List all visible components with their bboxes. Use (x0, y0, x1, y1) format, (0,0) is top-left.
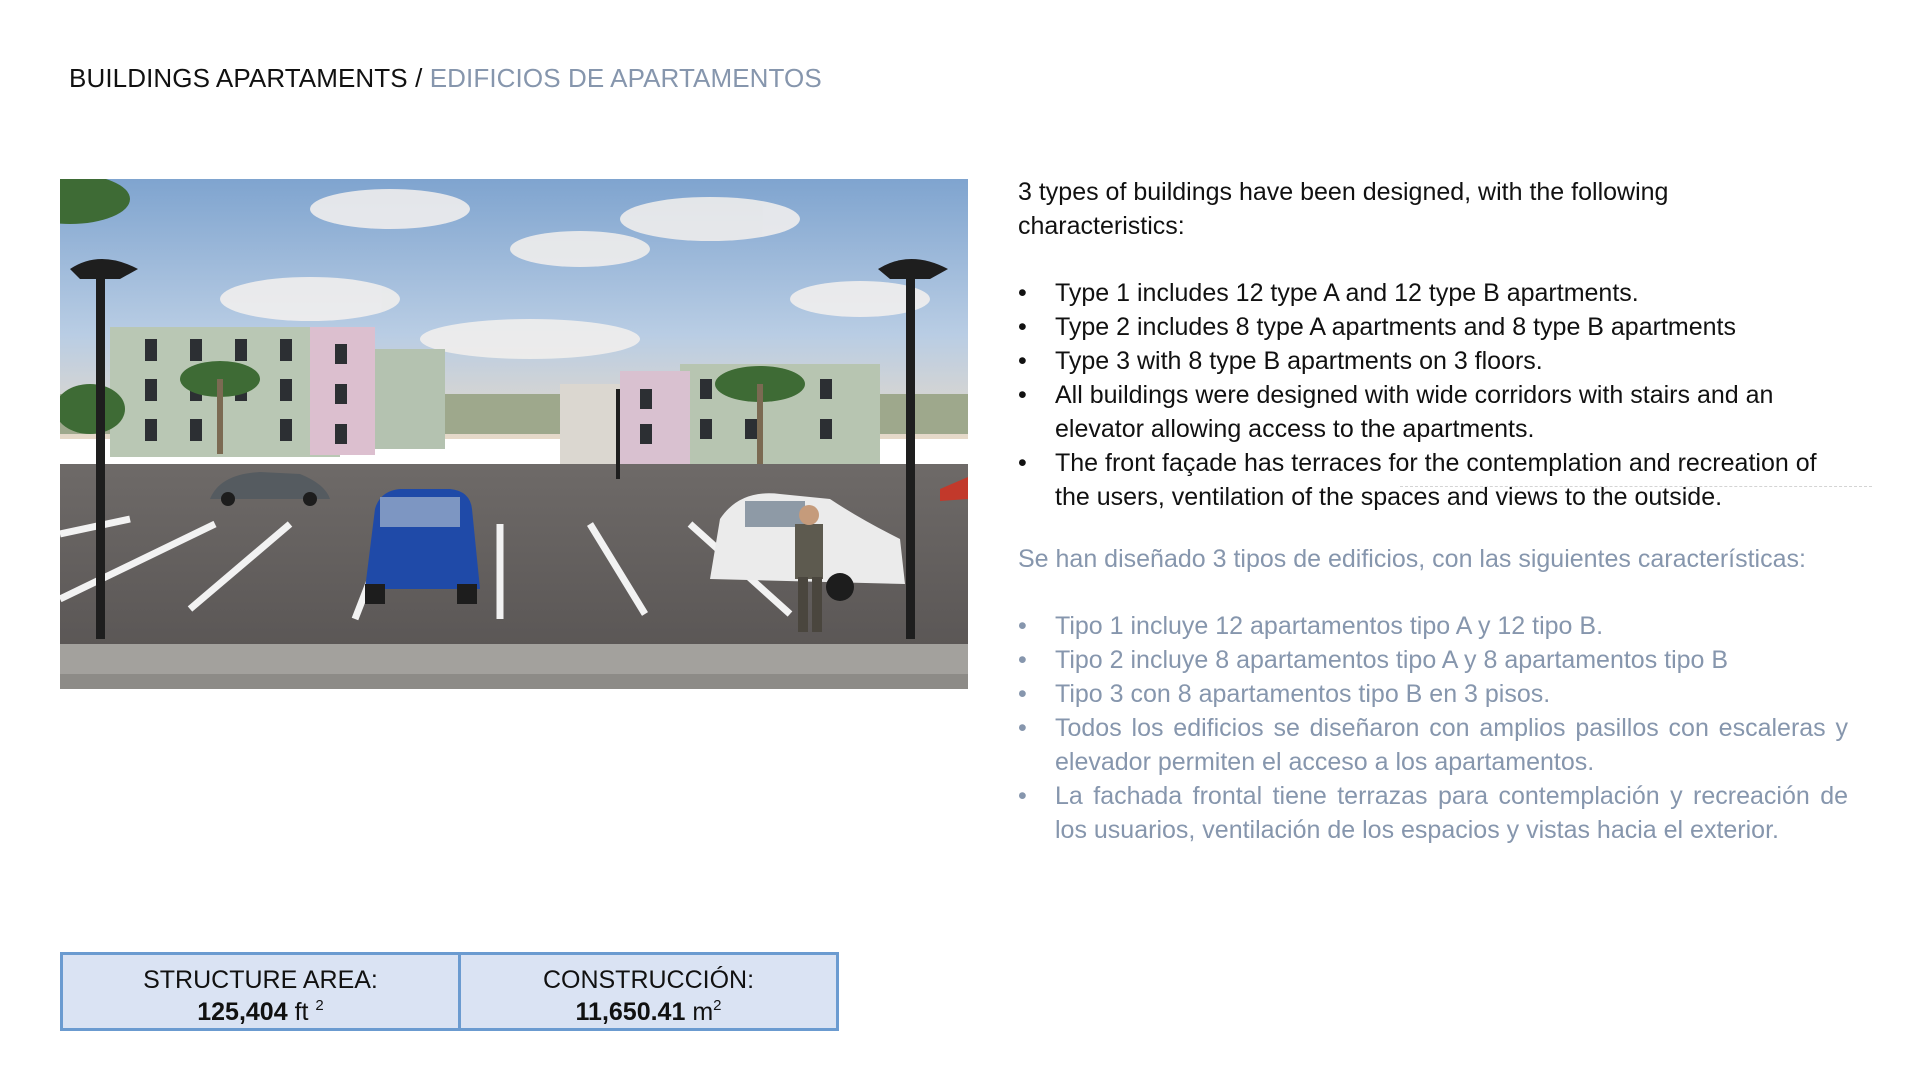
english-section (1018, 175, 1858, 514)
structure-area-label: STRUCTURE AREA: (143, 966, 378, 994)
spanish-bullet: • Tipo 2 incluye 8 apartamentos tipo A y 8 apartamentos tipo B (1018, 643, 1858, 677)
architectural-render-image (60, 179, 968, 689)
spanish-intro: Se han diseñado 3 tipos de edificios, con las siguientes características: (1018, 545, 1806, 573)
spanish-bullet: • Todos los edificios se diseñaron con amplios pasillos con escaleras y elevador permiten el acceso a los apartamentos. (1018, 711, 1858, 779)
page-title (69, 63, 822, 94)
structure-area-value-line (63, 996, 458, 1028)
construction-area-label: CONSTRUCCIÓN: (542, 966, 755, 994)
spanish-bullet-list (1018, 609, 1858, 847)
english-bullet: • Type 3 with 8 type B apartments on 3 floors. (1018, 344, 1858, 378)
title-spanish: EDIFICIOS DE APARTAMENTOS (429, 63, 822, 93)
spanish-bullet: • Tipo 3 con 8 apartamentos tipo B en 3 pisos. (1018, 677, 1858, 711)
description-text (1018, 175, 1858, 847)
construction-area-exponent: 2 (713, 997, 722, 1014)
english-bullet-list (1018, 276, 1858, 514)
parking-lot-render (60, 179, 968, 689)
construction-area-unit: m (692, 998, 714, 1026)
spanish-bullet: • La fachada frontal tiene terrazas para contemplación y recreación de los usuarios, ventilación de los espacios y vistas hacia el exterior. (1018, 779, 1858, 847)
english-bullet: • The front façade has terraces for the contemplation and recreation of the users, ventilation of the spaces and views to the outside. (1018, 446, 1858, 514)
construction-area-value-line (461, 996, 836, 1028)
blue-car (365, 489, 480, 604)
english-bullet: • Type 2 includes 8 type A apartments and 8 type B apartments (1018, 310, 1858, 344)
title-separator: / (415, 63, 423, 93)
divider-line (1400, 486, 1872, 487)
spanish-bullet: • Tipo 1 incluye 12 apartamentos tipo A y 12 tipo B. (1018, 609, 1858, 643)
title-english: BUILDINGS APARTAMENTS (69, 63, 408, 93)
english-bullet: • All buildings were designed with wide corridors with stairs and an elevator allowing access to the apartments. (1018, 378, 1858, 446)
construction-area-cell (461, 955, 836, 1028)
spanish-section (1018, 542, 1858, 847)
english-intro: 3 types of buildings have been designed, with the following characteristics: (1018, 178, 1669, 240)
structure-area-unit: ft (294, 998, 309, 1026)
structure-area-exponent: 2 (315, 997, 324, 1014)
construction-area-value: 11,650.41 (575, 998, 686, 1026)
area-table (60, 952, 839, 1031)
structure-area-value: 125,404 (197, 998, 288, 1026)
structure-area-cell (63, 955, 461, 1028)
english-bullet: • Type 1 includes 12 type A and 12 type B apartments. (1018, 276, 1858, 310)
